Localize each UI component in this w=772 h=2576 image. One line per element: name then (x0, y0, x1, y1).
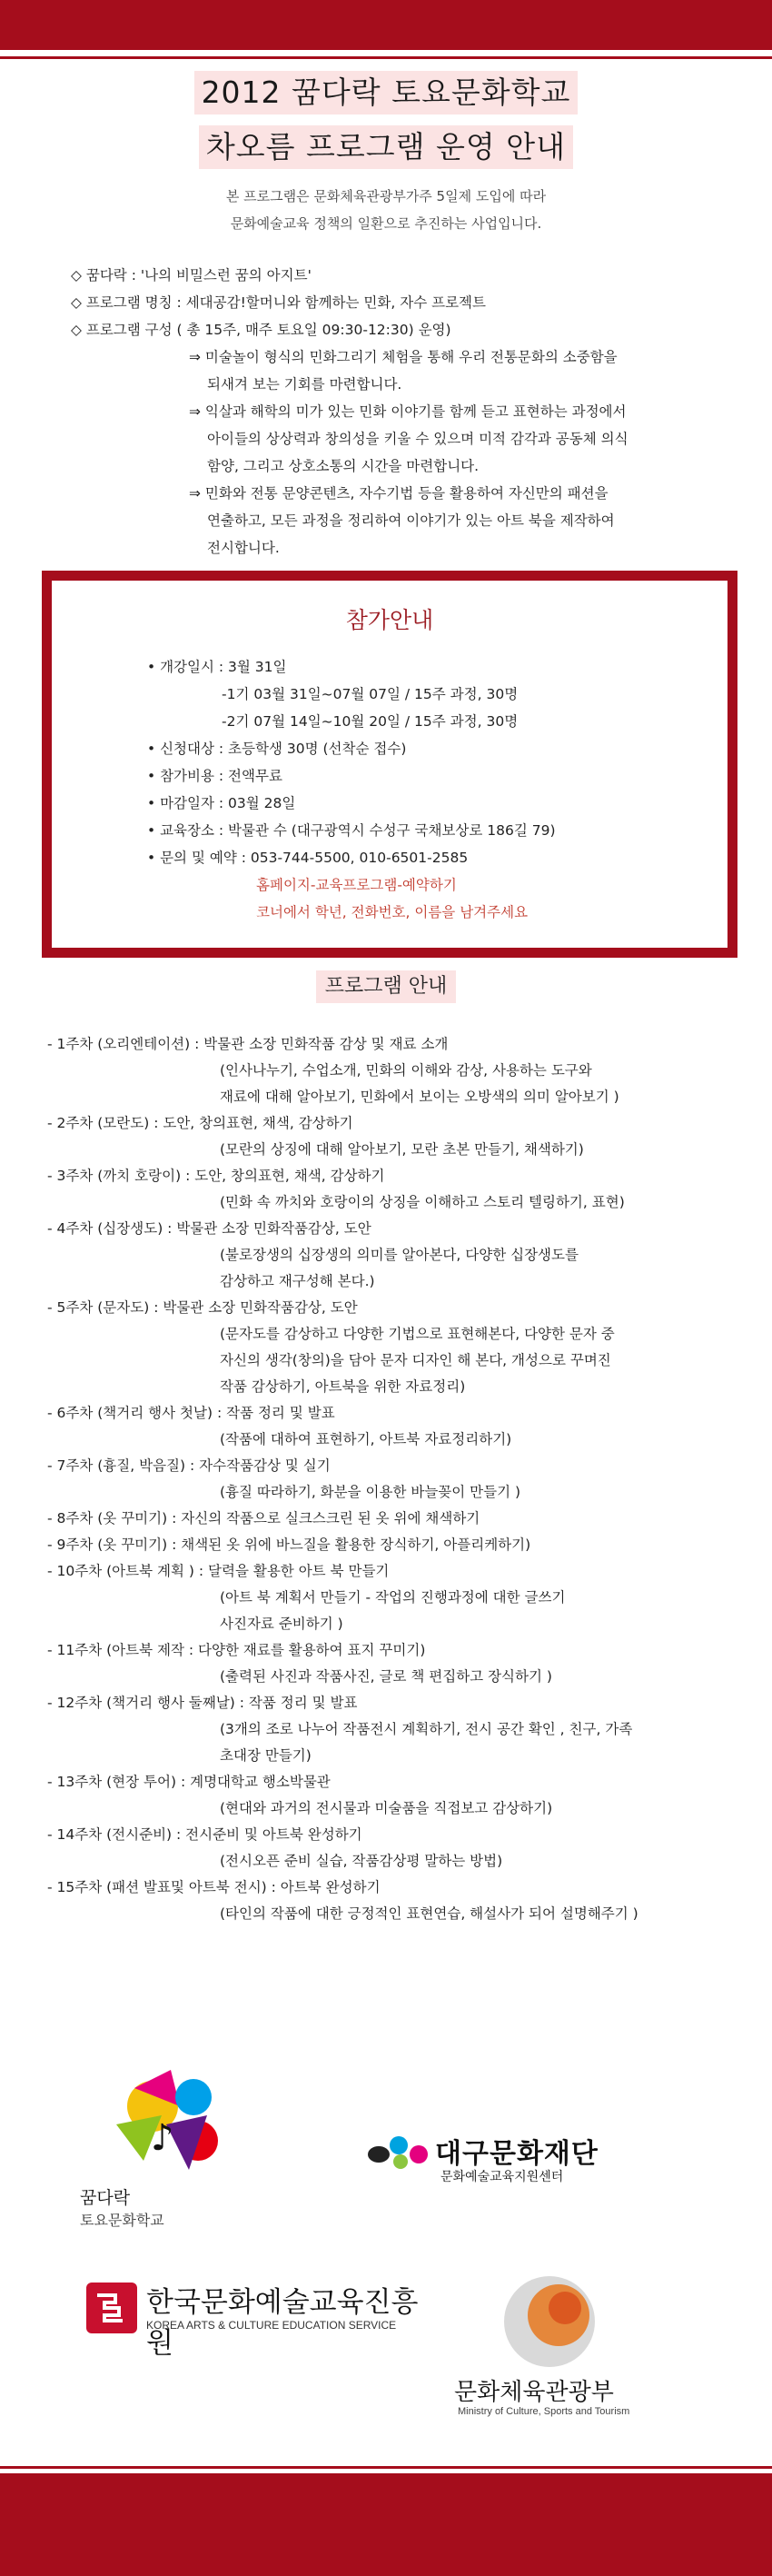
daegu-name: 대구문화재단 (435, 2139, 599, 2169)
program-week (47, 1295, 747, 1400)
overview-item: ◇ 프로그램 명칭 : 세대공감!할머니와 함께하는 민화, 자수 프로젝트 (71, 294, 486, 311)
program-week-title: - 1주차 (오리엔테이션) : 박물관 소장 민화작품 감상 및 재료 소개 (47, 1036, 449, 1052)
overview-item: ◇ 프로그램 구성 ( 총 15주, 매주 토요일 09:30-12:30) 운영) (71, 322, 451, 338)
program-week-detail: (전시오픈 준비 실습, 작품감상평 말하는 방법) (220, 1853, 503, 1869)
title-line-1: 2012 꿈다락 토요문화학교 (194, 71, 579, 114)
program-week (47, 1637, 747, 1690)
program-week-detail: (아트 북 계획서 만들기 - 작업의 진행과정에 대한 글쓰기 (220, 1589, 566, 1606)
program-week-detail: (흉질 따라하기, 화분을 이용한 바늘꽂이 만들기 ) (220, 1484, 521, 1500)
program-week (47, 1506, 747, 1532)
program-week (47, 1558, 747, 1637)
program-week-title: - 13주차 (현장 투어) : 계명대학교 행소박물관 (47, 1774, 331, 1790)
page-title (0, 71, 772, 114)
program-week-title: - 3주차 (까치 호랑이) : 도안, 창의표현, 채색, 감상하기 (47, 1168, 385, 1184)
mcst-english-name: Ministry of Culture, Sports and Tourism (458, 2406, 630, 2417)
daegu-dots-icon (368, 2134, 430, 2171)
notice-reservation-path: 홈페이지-교육프로그램-예약하기 (256, 877, 457, 893)
kumdarak-subname: 토요문화학교 (80, 2213, 164, 2229)
program-week-detail: (현대와 과거의 전시물과 미술품을 직접보고 감상하기) (220, 1800, 553, 1816)
bottom-divider (0, 2466, 772, 2469)
program-week-detail: (작품에 대하여 표현하기, 아트북 자료정리하기) (220, 1431, 512, 1447)
kumdarak-name: 꿈다락 (80, 2189, 131, 2208)
mcst-logo (454, 2272, 727, 2435)
program-week-detail: (모란의 상징에 대해 알아보기, 모란 초본 만들기, 채색하기) (220, 1141, 584, 1158)
top-divider (0, 56, 772, 59)
program-week-detail: (출력된 사진과 작품사진, 글로 책 편집하고 장식하기 ) (220, 1668, 552, 1685)
program-overview (71, 262, 707, 562)
program-week (47, 1769, 747, 1822)
bottom-banner (0, 2473, 772, 2576)
notice-term-1: -1기 03월 31일~07월 07일 / 15주 과정, 30명 (222, 686, 519, 702)
overview-detail: ⇒ 미술놀이 형식의 민화그리기 체험을 통해 우리 전통문화의 소중함을 되새겨 보는 기회를 마련합니다. (189, 349, 618, 393)
program-week-title: - 15주차 (패션 발표및 아트북 전시) : 아트북 완성하기 (47, 1879, 381, 1895)
program-week-detail: (민화 속 까치와 호랑이의 상징을 이해하고 스토리 텔링하기, 표현) (220, 1194, 625, 1210)
participation-notice-box (42, 571, 737, 958)
mcst-name: 문화체육관광부 (454, 2378, 614, 2405)
daegu-foundation-logo (368, 2131, 695, 2185)
svg-text:♪: ♪ (151, 2117, 174, 2159)
program-week (47, 1453, 747, 1506)
intro-text (0, 183, 772, 237)
notice-fee: • 참가비용 : 전액무료 (147, 768, 282, 784)
title-line-2: 차오름 프로그램 운영 안내 (199, 125, 573, 169)
program-week (47, 1875, 747, 1927)
notice-contact: • 문의 및 예약 : 053-744-5500, 010-6501-2585 (147, 850, 469, 866)
program-week-title: - 8주차 (옷 꾸미기) : 자신의 작품으로 실크스크린 된 옷 위에 채색하기 (47, 1510, 480, 1527)
overview-detail: ⇒ 익살과 해학의 미가 있는 민화 이야기를 함께 듣고 표현하는 과정에서 아이들의 상상력과 창의성을 키울 수 있으며 미적 감각과 공동체 의식 함양, 그리고 상호소통의 시간을 마련합니다. (189, 403, 628, 474)
program-week-detail: 사진자료 준비하기 ) (220, 1616, 343, 1632)
program-week (47, 1532, 747, 1558)
notice-deadline: • 마감일자 : 03월 28일 (147, 795, 296, 811)
arte-logo (86, 2279, 440, 2359)
notice-reservation-note: 코너에서 학년, 전화번호, 이름을 남겨주세요 (256, 904, 529, 920)
program-week-title: - 14주차 (전시준비) : 전시준비 및 아트북 완성하기 (47, 1826, 362, 1843)
overview-item: ◇ 꿈다락 : '나의 비밀스런 꿈의 아지트' (71, 267, 312, 283)
page-subtitle (0, 125, 772, 169)
notice-open-date: • 개강일시 : 3월 31일 (147, 659, 287, 675)
program-week (47, 1400, 747, 1453)
program-week-detail: 자신의 생각(창의)을 담아 문자 디자인 해 본다, 개성으로 꾸며진 (220, 1352, 611, 1368)
top-banner (0, 0, 772, 50)
overview-detail: ⇒ 민화와 전통 문양콘텐츠, 자수기법 등을 활용하여 자신만의 패션을 연출하고, 모든 과정을 정리하여 이야기가 있는 아트 북을 제작하여 전시합니다. (189, 485, 615, 556)
program-week (47, 1822, 747, 1875)
program-week-title: - 7주차 (흉질, 박음질) : 자수작품감상 및 실기 (47, 1457, 331, 1474)
kumdarak-emblem-icon (80, 2061, 262, 2179)
program-week-detail: (문자도를 감상하고 다양한 기법으로 표현해본다, 다양한 문자 중 (220, 1326, 615, 1342)
arte-name: 한국문화예술교육진흥원 (146, 2286, 419, 2359)
program-week (47, 1216, 747, 1295)
program-week-detail: 초대장 만들기) (220, 1747, 312, 1764)
program-heading (0, 970, 772, 1003)
program-week-detail: (불로장생의 십장생의 의미를 알아본다, 다양한 십장생도를 (220, 1247, 579, 1263)
program-week-detail: 재료에 대해 알아보기, 민화에서 보이는 오방색의 의미 알아보기 ) (220, 1089, 619, 1105)
program-week-title: - 11주차 (아트북 제작 : 다양한 재료를 활용하여 표지 꾸미기) (47, 1642, 426, 1658)
program-schedule (47, 1031, 747, 1927)
mcst-emblem-icon (500, 2272, 599, 2372)
program-week-title: - 2주차 (모란도) : 도안, 창의표현, 채색, 감상하기 (47, 1115, 353, 1131)
program-week-title: - 12주차 (책거리 행사 둘째날) : 작품 정리 및 발표 (47, 1695, 358, 1711)
program-week-detail: (타인의 작품에 대한 긍정적인 표현연습, 해설사가 되어 설명해주기 ) (220, 1905, 638, 1922)
program-week-title: - 6주차 (책거리 행사 첫날) : 작품 정리 및 발표 (47, 1405, 335, 1421)
notice-location: • 교육장소 : 박물관 수 (대구광역시 수성구 국채보상로 186길 79) (147, 822, 556, 839)
program-week-detail: 감상하고 재구성해 본다.) (220, 1273, 375, 1289)
notice-title: 참가안내 (345, 607, 434, 633)
program-week (47, 1690, 747, 1769)
arte-english-name: KOREA ARTS & CULTURE EDUCATION SERVICE (146, 2319, 397, 2332)
program-week-title: - 9주차 (옷 꾸미기) : 채색된 옷 위에 바느질을 활용한 장식하기, 아플리케하기) (47, 1537, 531, 1553)
kumdarak-logo (80, 2061, 262, 2233)
program-week-detail: (인사나누기, 수업소개, 민화의 이해와 감상, 사용하는 도구와 (220, 1062, 592, 1079)
notice-target: • 신청대상 : 초등학생 30명 (선착순 접수) (147, 741, 407, 757)
program-week-title: - 5주차 (문자도) : 박물관 소장 민화작품감상, 도안 (47, 1299, 358, 1316)
notice-list (147, 653, 692, 926)
notice-term-2: -2기 07월 14일~10월 20일 / 15주 과정, 30명 (222, 713, 519, 730)
program-week (47, 1110, 747, 1163)
program-week-detail: 작품 감상하기, 아트북을 위한 자료정리) (220, 1378, 466, 1395)
arte-emblem-icon (86, 2283, 137, 2333)
program-week (47, 1031, 747, 1110)
intro-line: 본 프로그램은 문화체육관광부가주 5일제 도입에 따라 (225, 188, 547, 204)
intro-line: 문화예술교육 정책의 일환으로 추진하는 사업입니다. (230, 215, 542, 232)
program-week-title: - 4주차 (십장생도) : 박물관 소장 민화작품감상, 도안 (47, 1220, 371, 1237)
program-week-detail: (3개의 조로 나누어 작품전시 계획하기, 전시 공간 확인 , 친구, 가족 (220, 1721, 633, 1737)
program-week-title: - 10주차 (아트북 계획 ) : 달력을 활용한 아트 북 만들기 (47, 1563, 390, 1579)
daegu-subname: 문화예술교육지원센터 (440, 2169, 564, 2183)
program-heading-label: 프로그램 안내 (316, 970, 457, 1003)
program-week (47, 1163, 747, 1216)
